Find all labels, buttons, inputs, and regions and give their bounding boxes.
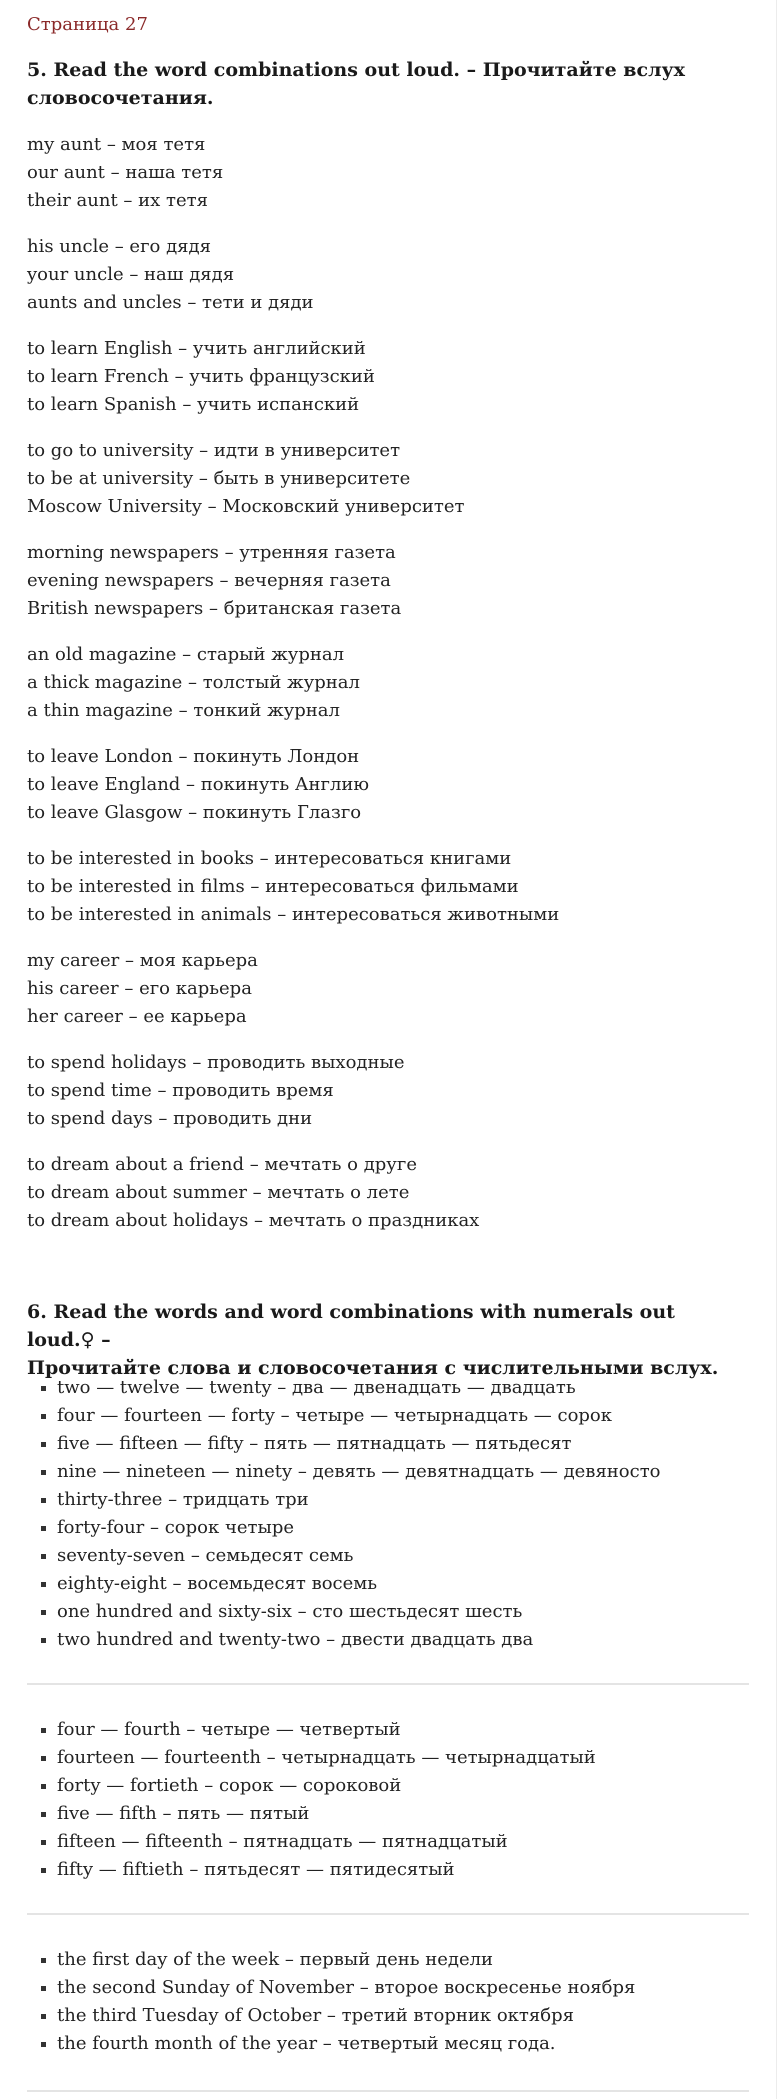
word-pair: my career – моя карьера: [27, 950, 258, 971]
list-item-text: two hundred and twenty-two – двести двадцать два: [57, 1629, 534, 1650]
exercise-6-heading-line-1: 6. Read the words and word combinations with numerals out loud.♀ –: [27, 1301, 675, 1351]
bullet-icon: [41, 1784, 46, 1789]
list-item: [27, 1946, 635, 1974]
list-item: [27, 1598, 661, 1626]
word-pair: to leave Glasgow – покинуть Глазго: [27, 802, 362, 823]
word-pair: to learn French – учить французский: [27, 366, 375, 387]
list-item-text: seventy-seven – семьдесят семь: [57, 1545, 354, 1566]
ordinals-list: [27, 1716, 596, 1884]
word-pair: Moscow University – Московский университет: [27, 496, 465, 517]
section-divider: [27, 1913, 749, 1915]
exercise-6-heading: [27, 1298, 747, 1382]
numerals-list: [27, 1374, 661, 1654]
word-pair: his career – его карьера: [27, 978, 252, 999]
word-pair: their aunt – их тетя: [27, 190, 208, 211]
bullet-icon: [41, 1756, 46, 1761]
list-item: [27, 1430, 661, 1458]
list-item-text: nine — nineteen — ninety – девять — девятнадцать — девяносто: [57, 1461, 661, 1482]
exercise-5-heading-line-2: словосочетания.: [27, 87, 214, 109]
bullet-icon: [41, 1610, 46, 1615]
word-pair: to go to university – идти в университет: [27, 440, 401, 461]
list-item-text: the fourth month of the year – четвертый месяц года.: [57, 2033, 556, 2054]
bullet-icon: [41, 1868, 46, 1873]
word-group-learn: [27, 335, 375, 419]
word-pair: to spend days – проводить дни: [27, 1108, 313, 1129]
list-item: [27, 1626, 661, 1654]
word-pair: your uncle – наш дядя: [27, 264, 235, 285]
word-group-dream: [27, 1151, 479, 1235]
list-item-text: five — fifteen — fifty – пять — пятнадцать — пятьдесят: [57, 1433, 572, 1454]
list-item: [27, 1772, 596, 1800]
word-pair: to be interested in books – интересоваться книгами: [27, 848, 512, 869]
bullet-icon: [41, 2042, 46, 2047]
list-item: [27, 1744, 596, 1772]
list-item-text: four — fourteen — forty – четыре — четырнадцать — сорок: [57, 1405, 613, 1426]
word-pair: my aunt – моя тетя: [27, 134, 206, 155]
word-pair: British newspapers – британская газета: [27, 598, 402, 619]
list-item: [27, 2030, 635, 2058]
word-pair: to learn English – учить английский: [27, 338, 366, 359]
exercise-6-heading-line-2: Прочитайте слова и словосочетания с числительными вслух.: [27, 1357, 719, 1379]
list-item: [27, 2002, 635, 2030]
exercise-5-heading-line-1: 5. Read the word combinations out loud. – Прочитайте вслух: [27, 59, 685, 81]
list-item-text: five — fifth – пять — пятый: [57, 1803, 310, 1824]
list-item: [27, 1458, 661, 1486]
word-pair: a thick magazine – толстый журнал: [27, 672, 360, 693]
list-item-text: fourteen — fourteenth – четырнадцать — четырнадцатый: [57, 1747, 596, 1768]
word-pair: aunts and uncles – тети и дяди: [27, 292, 314, 313]
word-group-magazine: [27, 641, 360, 725]
bullet-icon: [41, 1386, 46, 1391]
list-item: [27, 1514, 661, 1542]
page-edge-rule: [776, 0, 777, 2099]
word-pair: to dream about summer – мечтать о лете: [27, 1182, 410, 1203]
word-group-aunt: [27, 131, 223, 215]
word-pair: to be at university – быть в университете: [27, 468, 411, 489]
word-pair: evening newspapers – вечерняя газета: [27, 570, 391, 591]
bullet-icon: [41, 1414, 46, 1419]
list-item: [27, 1974, 635, 2002]
bullet-icon: [41, 2014, 46, 2019]
bullet-icon: [41, 1840, 46, 1845]
page-number-label: Страница 27: [27, 14, 148, 35]
list-item: [27, 1402, 661, 1430]
list-item-text: the third Tuesday of October – третий вторник октября: [57, 2005, 574, 2026]
list-item-text: the second Sunday of November – второе воскресенье ноября: [57, 1977, 636, 1998]
bullet-icon: [41, 1728, 46, 1733]
word-pair: to dream about holidays – мечтать о праздниках: [27, 1210, 480, 1231]
bullet-icon: [41, 1986, 46, 1991]
bullet-icon: [41, 1526, 46, 1531]
word-pair: her career – ее карьера: [27, 1006, 247, 1027]
list-item-text: fifteen — fifteenth – пятнадцать — пятнадцатый: [57, 1831, 508, 1852]
list-item: [27, 1486, 661, 1514]
word-pair: to be interested in films – интересоваться фильмами: [27, 876, 519, 897]
bullet-icon: [41, 1958, 46, 1963]
word-pair: his uncle – его дядя: [27, 236, 211, 257]
word-group-university: [27, 437, 465, 521]
list-item: [27, 1856, 596, 1884]
word-pair: to spend time – проводить время: [27, 1080, 334, 1101]
word-group-uncle: [27, 233, 314, 317]
list-item: [27, 1374, 661, 1402]
list-item-text: fifty — fiftieth – пятьдесят — пятидесятый: [57, 1859, 455, 1880]
section-divider: [27, 1683, 749, 1685]
word-group-leave: [27, 743, 369, 827]
word-pair: morning newspapers – утренняя газета: [27, 542, 396, 563]
word-pair: our aunt – наша тетя: [27, 162, 224, 183]
word-pair: to spend holidays – проводить выходные: [27, 1052, 405, 1073]
list-item-text: eighty-eight – восемьдесят восемь: [57, 1573, 378, 1594]
word-group-spend: [27, 1049, 404, 1133]
word-group-interested: [27, 845, 559, 929]
bullet-icon: [41, 1554, 46, 1559]
list-item-text: forty — fortieth – сорок — сороковой: [57, 1775, 402, 1796]
word-pair: to leave London – покинуть Лондон: [27, 746, 360, 767]
list-item: [27, 1542, 661, 1570]
bullet-icon: [41, 1638, 46, 1643]
bullet-icon: [41, 1470, 46, 1475]
word-pair: to be interested in animals – интересоваться животными: [27, 904, 560, 925]
list-item-text: two — twelve — twenty – два — двенадцать — двадцать: [57, 1377, 576, 1398]
word-pair: to dream about a friend – мечтать о друге: [27, 1154, 417, 1175]
word-group-career: [27, 947, 258, 1031]
list-item-text: four — fourth – четыре — четвертый: [57, 1719, 401, 1740]
list-item: [27, 1800, 596, 1828]
word-pair: a thin magazine – тонкий журнал: [27, 700, 340, 721]
word-pair: an old magazine – старый журнал: [27, 644, 345, 665]
bullet-icon: [41, 1582, 46, 1587]
list-item: [27, 1570, 661, 1598]
word-pair: to learn Spanish – учить испанский: [27, 394, 360, 415]
list-item: [27, 1716, 596, 1744]
word-pair: to leave England – покинуть Англию: [27, 774, 370, 795]
list-item-text: one hundred and sixty-six – сто шестьдесят шесть: [57, 1601, 523, 1622]
list-item-text: the first day of the week – первый день недели: [57, 1949, 494, 1970]
list-item-text: thirty-three – тридцать три: [57, 1489, 309, 1510]
list-item: [27, 1828, 596, 1856]
bullet-icon: [41, 1498, 46, 1503]
exercise-5-heading: [27, 56, 747, 112]
list-item-text: forty-four – сорок четыре: [57, 1517, 294, 1538]
bullet-icon: [41, 1812, 46, 1817]
bullet-icon: [41, 1442, 46, 1447]
section-divider: [27, 2090, 749, 2092]
word-group-newspapers: [27, 539, 401, 623]
phrases-list: [27, 1946, 635, 2058]
